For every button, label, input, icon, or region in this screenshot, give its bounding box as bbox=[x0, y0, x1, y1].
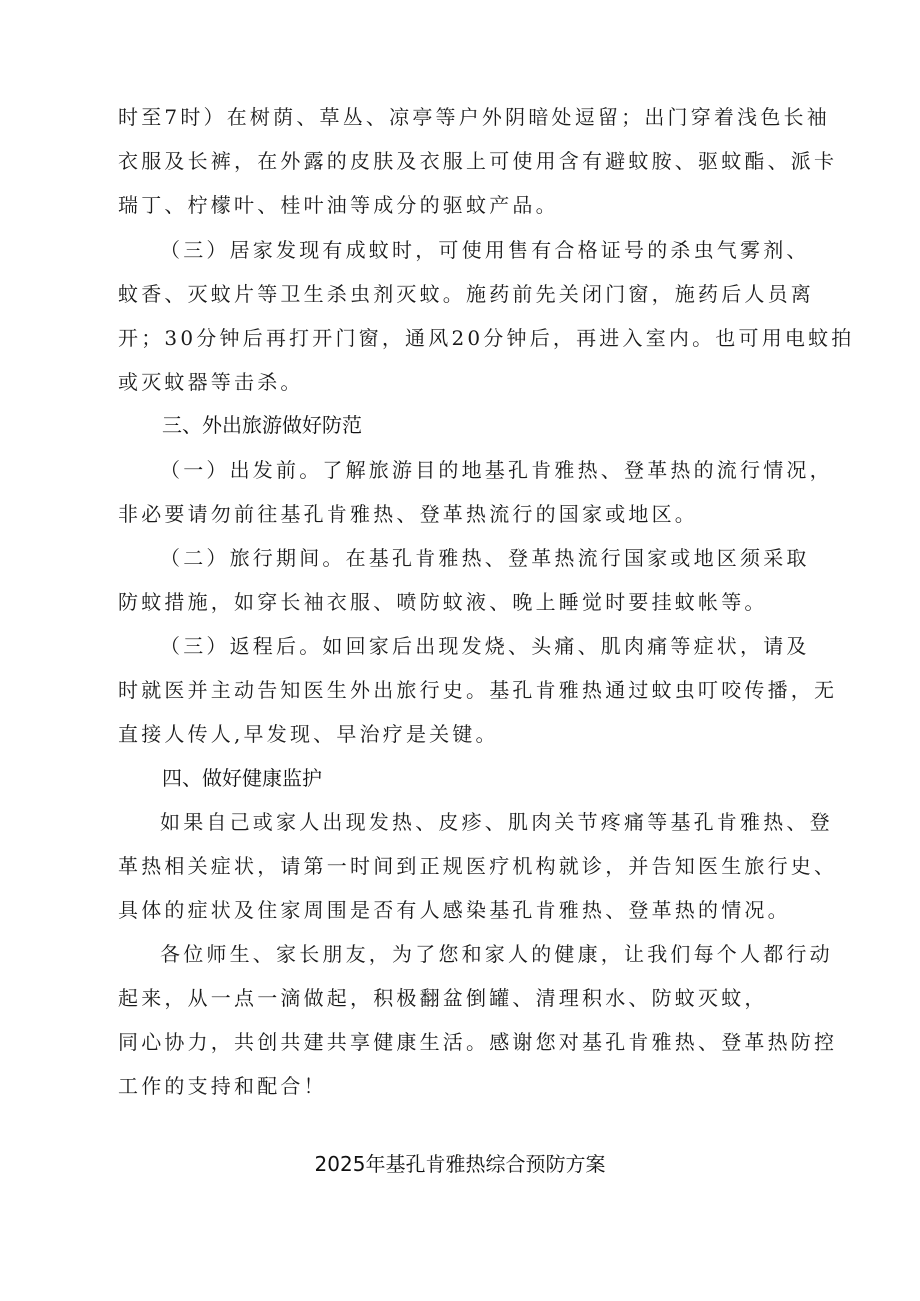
document-title: 2025年基孔肯雅热综合预防方案 bbox=[314, 1152, 606, 1176]
paragraph-line: 时就医并主动告知医生外出旅行史。基孔肯雅热通过蚊虫叮咬传播，无 bbox=[118, 678, 838, 702]
paragraph-line: 同心协力，共创共建共享健康生活。感谢您对基孔肯雅热、登革热防控 bbox=[118, 1030, 838, 1054]
paragraph-line: 直接人传人,早发现、早治疗是关键。 bbox=[118, 722, 499, 746]
paragraph-line: 具体的症状及住家周围是否有人感染基孔肯雅热、登革热的情况。 bbox=[118, 898, 791, 922]
paragraph-line: （三）返程后。如回家后出现发烧、头痛、肌肉痛等症状，请及 bbox=[160, 634, 810, 658]
paragraph-line: 开；30分钟后再打开门窗，通风20分钟后，再进入室内。也可用电蚊拍 bbox=[118, 326, 855, 350]
paragraph-line: 蚊香、灭蚊片等卫生杀虫剂灭蚊。施药前先关闭门窗，施药后人员离 bbox=[118, 282, 814, 306]
paragraph-line: 非必要请勿前往基孔肯雅热、登革热流行的国家或地区。 bbox=[118, 502, 698, 526]
paragraph-line: 起来，从一点一滴做起，积极翻盆倒罐、清理积水、防蚊灭蚊， bbox=[118, 986, 768, 1010]
paragraph-line: （一）出发前。了解旅游目的地基孔肯雅热、登革热的流行情况， bbox=[160, 458, 833, 482]
paragraph-line: 如果自己或家人出现发热、皮疹、肌肉关节疼痛等基孔肯雅热、登 bbox=[160, 810, 833, 834]
paragraph-line: （二）旅行期间。在基孔肯雅热、登革热流行国家或地区须采取 bbox=[160, 546, 810, 570]
section-heading: 四、做好健康监护 bbox=[162, 766, 322, 790]
paragraph-line: 衣服及长裤，在外露的皮肤及衣服上可使用含有避蚊胺、驱蚊酯、派卡 bbox=[118, 149, 838, 173]
paragraph-line: 或灭蚊器等击杀。 bbox=[118, 370, 304, 394]
paragraph-line: 工作的支持和配合！ bbox=[118, 1074, 327, 1098]
paragraph-line: （三）居家发现有成蚊时，可使用售有合格证号的杀虫气雾剂、 bbox=[160, 238, 810, 262]
section-heading: 三、外出旅游做好防范 bbox=[162, 413, 362, 437]
paragraph-line: 瑞丁、柠檬叶、桂叶油等成分的驱蚊产品。 bbox=[118, 193, 559, 217]
paragraph-line: 防蚊措施，如穿长袖衣服、喷防蚊液、晚上睡觉时要挂蚊帐等。 bbox=[118, 590, 768, 614]
paragraph-line: 时至7时）在树荫、草丛、凉亭等户外阴暗处逗留；出门穿着浅色长袖 bbox=[118, 105, 830, 129]
paragraph-line: 革热相关症状，请第一时间到正规医疗机构就诊，并告知医生旅行史、 bbox=[118, 854, 838, 878]
paragraph-line: 各位师生、家长朋友，为了您和家人的健康，让我们每个人都行动 bbox=[160, 942, 833, 966]
